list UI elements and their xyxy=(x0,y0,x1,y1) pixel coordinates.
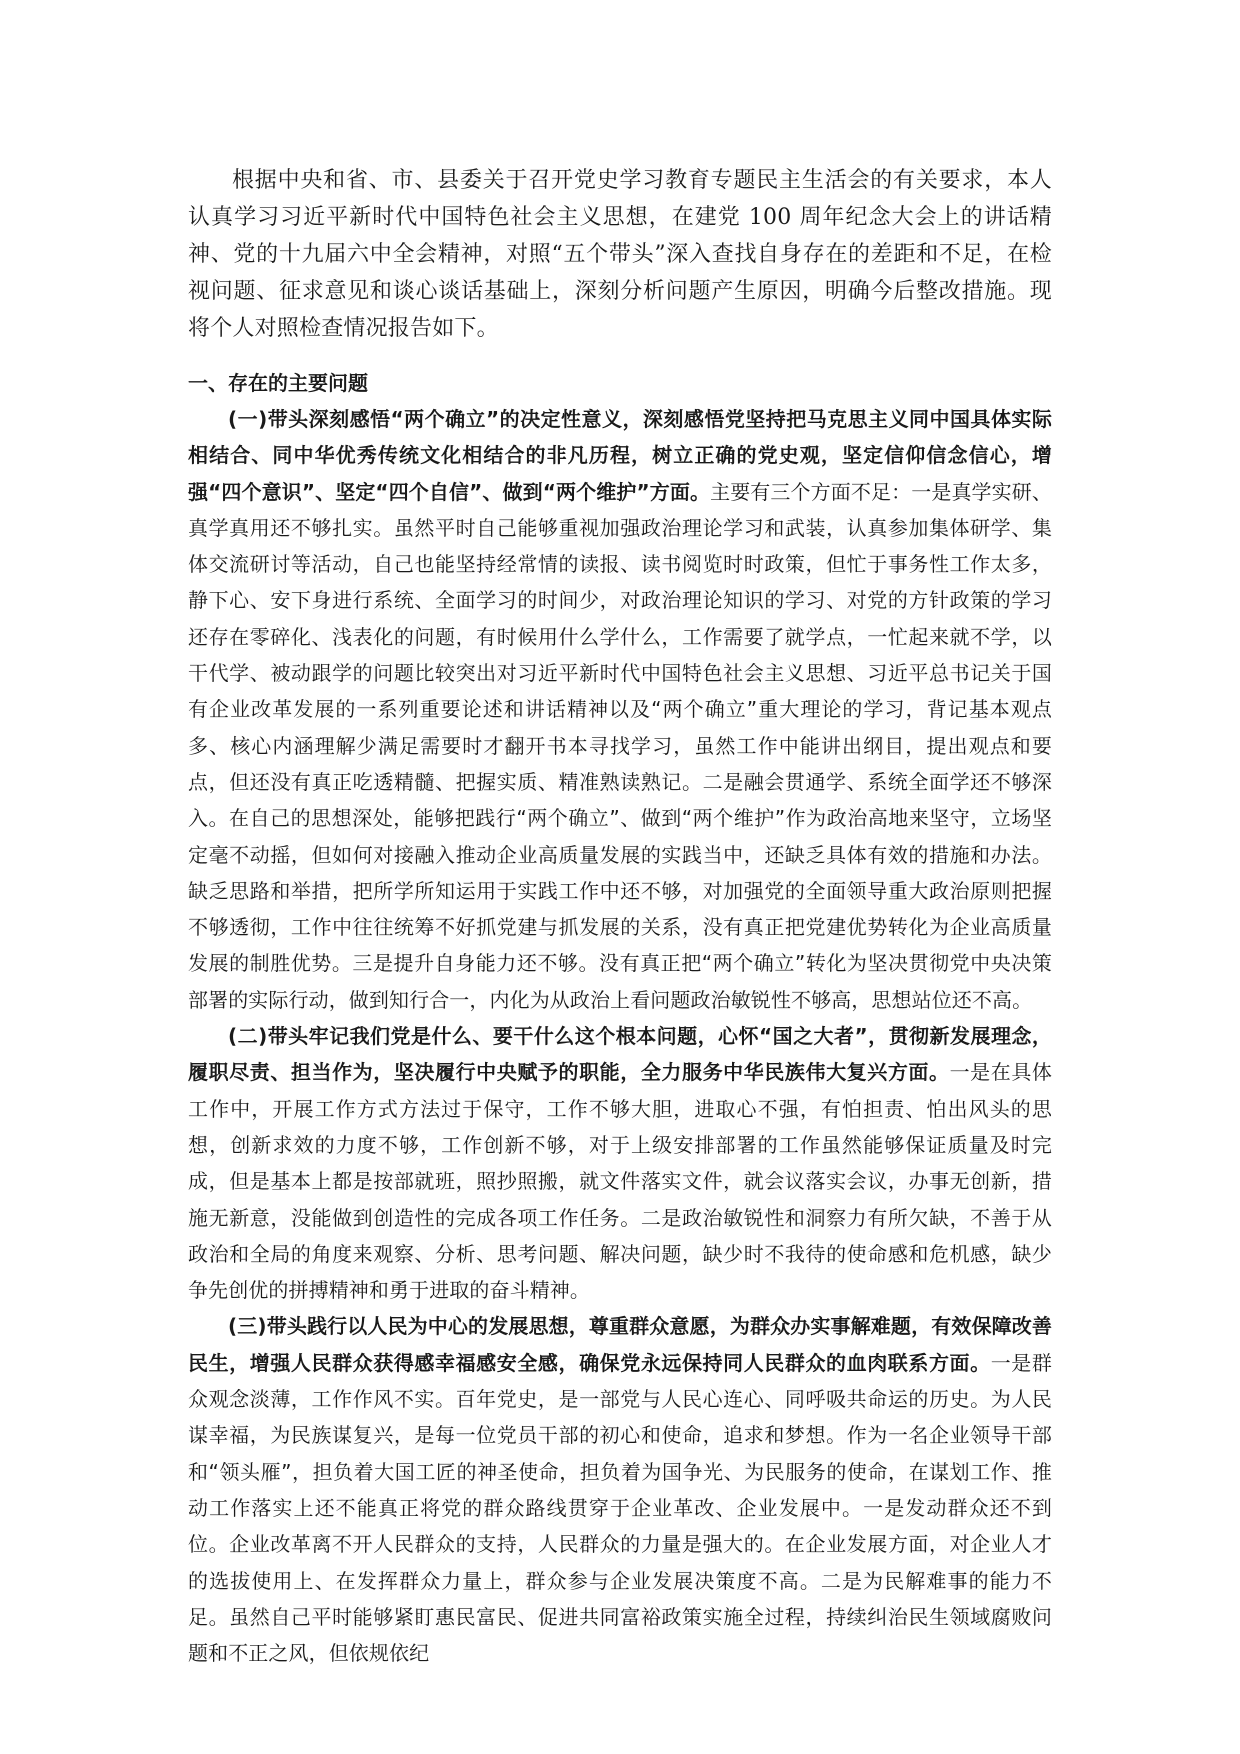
section-3-heading: (三)带头践行以人民为中心的发展思想，尊重群众意愿，为群众办实事解难题，有效保障改善民生，增强人民群众获得感幸福感安全感，确保党永远保持同人民群众的血肉联系方面。 xyxy=(188,1314,1052,1375)
section-1-body: 主要有三个方面不足：一是真学实研、真学真用还不够扎实。虽然平时自己能够重视加强政治理论学习和武装，认真参加集体研学、集体交流研讨等活动，自己也能坚持经常情的读报、读书阅览时时政策，但忙于事务性工作太多，静下心、安下身进行系统、全面学习的时间少，对政治理论知识的学习、对党的方针政策的学习还存在零碎化、浅表化的问题，有时候用什么学什么，工作需要了就学点，一忙起来就不学，以干代学、被动跟学的问题比较突出对习近平新时代中国特色社会主义思想、习近平总书记关于国有企业改革发展的一系列重要论述和讲话精神以及“两个确立”重大理论的学习，背记基本观点多、核心内涵理解少满足需要时才翻开书本寻找学习，虽然工作中能讲出纲目，提出观点和要点，但还没有真正吃透精髓、把握实质、精准熟读熟记。二是融会贯通学、系统全面学还不够深入。在自己的思想深处，能够把践行“两个确立”、做到“两个维护”作为政治高地来坚守，立场坚定毫不动摇，但如何对接融入推动企业高质量发展的实践当中，还缺乏具体有效的措施和办法。缺乏思路和举措，把所学所知运用于实践工作中还不够，对加强党的全面领导重大政治原则把握不够透彻，工作中往往统筹不好抓党建与抓发展的关系，没有真正把党建优势转化为企业高质量发展的制胜优势。三是提升自身能力还不够。没有真正把“两个确立”转化为坚决贯彻党中央决策部署的实际行动，做到知行合一，内化为从政治上看问题政治敏锐性不够高，思想站位还不高。 xyxy=(188,479,1053,1012)
section-1-heading: (一)带头深刻感悟“两个确立”的决定性意义，深刻感悟党坚持把马克思主义同中国具体实际相结合、同中华优秀传统文化相结合的非凡历程，树立正确的党史观，坚定信仰信念信心，增强“四个意识”、坚定“四个自信”、做到“两个维护”方面。 xyxy=(188,407,1052,504)
intro-paragraph: 根据中央和省、市、县委关于召开党史学习教育专题民主生活会的有关要求，本人认真学习习近平新时代中国特色社会主义思想，在建党 100 周年纪念大会上的讲话精神、党的十九届六中全会精神，对照“五个带头”深入查找自身存在的差距和不足，在检视问题、征求意见和谈心谈话基础上，深刻分析问题产生原因，明确今后整改措施。现将个人对照检查情况报告如下。 xyxy=(188,168,1052,341)
section-2-body: 一是在具体工作中，开展工作方式方法过于保守，工作不够大胆，进取心不强，有怕担责、怕出风头的思想，创新求效的力度不够，工作创新不够，对于上级安排部署的工作虽然能够保证质量及时完成，但是基本上都是按部就班，照抄照搬，就文件落实文件，就会议落实会议，办事无创新，措施无新意，没能做到创造性的完成各项工作任务。二是政治敏锐性和洞察力有所欠缺，不善于从政治和全局的角度来观察、分析、思考问题、解决问题，缺少时不我待的使命感和危机感，缺少争先创优的拼搏精神和勇于进取的奋斗精神。 xyxy=(188,1060,1053,1303)
section-paragraph-1 xyxy=(188,401,1052,1018)
section-paragraph-3 xyxy=(188,1308,1052,1671)
section-2-heading: (二)带头牢记我们党是什么、要干什么这个根本问题，心怀“国之大者”，贯彻新发展理念，履职尽责、担当作为，坚决履行中央赋予的职能，全力服务中华民族伟大复兴方面。 xyxy=(188,1024,1052,1085)
section-paragraph-2 xyxy=(188,1018,1052,1308)
document-page xyxy=(188,162,1052,1671)
section-3-body: 一是群众观念淡薄，工作作风不实。百年党史，是一部党与人民心连心、同呼吸共命运的历史。为人民谋幸福，为民族谋复兴，是每一位党员干部的初心和使命，追求和梦想。作为一名企业领导干部和“领头雁”，担负着大国工匠的神圣使命，担负着为国争光、为民服务的使命，在谋划工作、推动工作落实上还不能真正将党的群众路线贯穿于企业革改、企业发展中。一是发动群众还不到位。企业改革离不开人民群众的支持，人民群众的力量是强大的。在企业发展方面，对企业人才的选拔使用上、在发挥群众力量上，群众参与企业发展决策度不高。二是为民解难事的能力不足。虽然自己平时能够紧盯惠民富民、促进共同富裕政策实施全过程，持续纠治民生领域腐败问题和不正之风，但依规依纪 xyxy=(188,1350,1052,1666)
section-heading: 一、存在的主要问题 xyxy=(188,371,368,395)
